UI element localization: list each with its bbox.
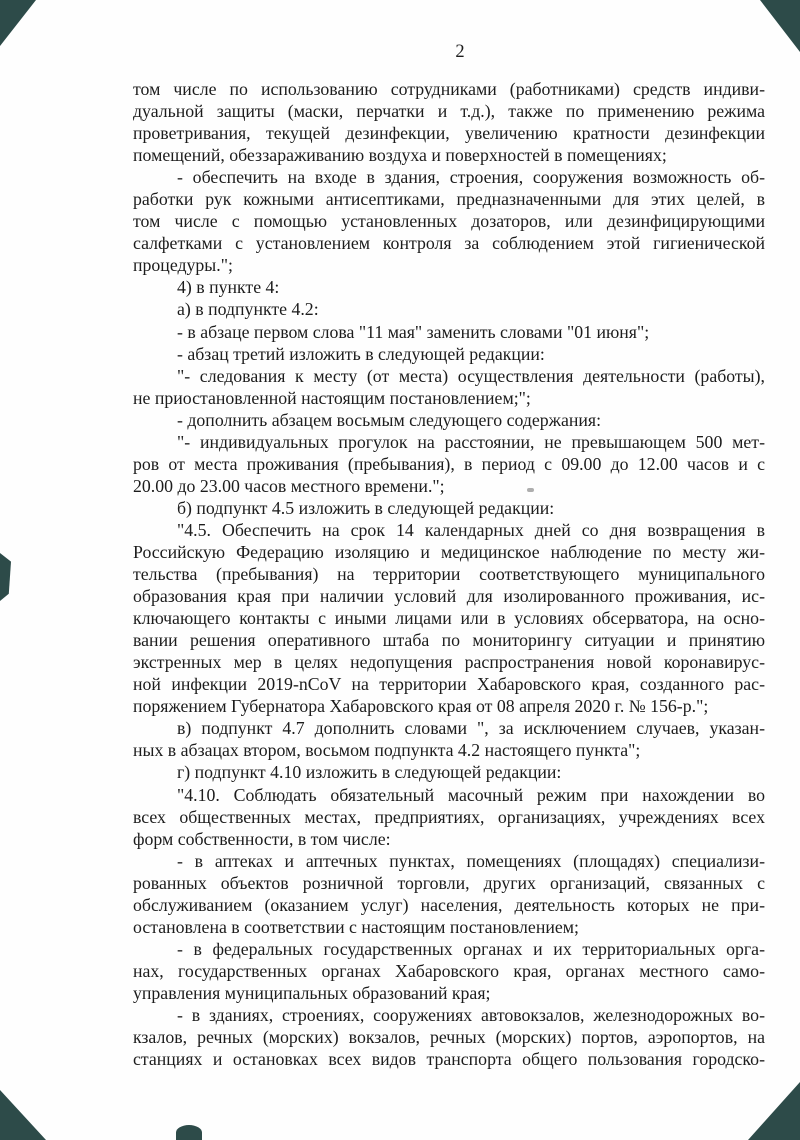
text-line: управления муниципальных образований края; [133,982,491,1003]
text-line: образования края при наличии условий для изолированного проживания, ис- [133,586,765,607]
text-line: дуальной защиты (маски, перчатки и т.д.), также по применению режима [133,101,765,122]
text-line: кзалов, речных (морских) вокзалов, речных (морских) портов, аэропортов, на [133,1027,765,1048]
text-line: экстренных мер в целях недопущения распространения новой коронавирус- [133,652,765,673]
document-text [133,78,765,1070]
text-line: рованных объектов розничной торговли, других организаций, связанных с [133,872,765,893]
text-line: не приостановленной настоящим постановлением;"; [133,387,531,408]
text-line: тельства (пребывания) на территории соответствующего муниципального [133,564,765,585]
text-line: нах, государственных органах Хабаровского края, органах местного само- [133,960,765,981]
text-line: "4.10. Соблюдать обязательный масочный режим при нахождении во [177,784,765,805]
text-line: - обеспечить на входе в здания, строения, сооружения возможность об- [177,167,765,188]
text-line: а) в подпункте 4.2: [177,299,319,320]
text-line: станциях и остановках всех видов транспорта общего пользования городско- [133,1049,765,1070]
text-line: - дополнить абзацем восьмым следующего содержания: [177,409,602,430]
text-line: обслуживанием (оказанием услуг) населения, деятельность которых не при- [133,894,765,915]
text-line: г) подпункт 4.10 изложить в следующей редакции: [177,762,562,783]
scan-edge-artifact-bottom [176,1125,202,1140]
text-line: в) подпункт 4.7 дополнить словами ", за исключением случаев, указан- [177,718,765,739]
text-line: ров от места проживания (пребывания), в период с 09.00 до 12.00 часов и с [133,453,765,474]
scan-edge-artifact-left [0,553,11,601]
scan-corner-artifact-bottom-right [748,1082,800,1140]
text-line: процедуры."; [133,255,233,276]
page-number: 2 [455,42,465,62]
text-line: ной инфекции 2019-nCoV на территории Хабаровского края, созданного рас- [133,674,765,695]
text-line: "- следования к месту (от места) осуществления деятельности (работы), [177,365,765,386]
text-line: Российскую Федерацию изоляцию и медицинское наблюдение по месту жи- [133,541,765,562]
text-line: том числе по использованию сотрудниками (работниками) средств индиви- [133,79,765,99]
scan-corner-artifact-top-left [0,0,36,46]
text-line: - в федеральных государственных органах и их территориальных орга- [177,938,765,959]
text-line: том числе с помощью установленных дозаторов, или дезинфицирующими [133,211,765,232]
text-line: салфетками с установлением контроля за соблюдением этой гигиенической [133,233,765,254]
text-line: - в абзаце первом слова "11 мая" заменить словами "01 июня"; [177,321,650,342]
text-line: работки рук кожными антисептиками, предназначенными для этих целей, в [133,189,765,210]
text-line: всех общественных местах, предприятиях, организациях, учреждениях всех [133,806,765,827]
text-line: б) подпункт 4.5 изложить в следующей редакции: [177,497,555,518]
text-line: 4) в пункте 4: [177,277,280,298]
text-line: ных в абзацах втором, восьмом подпункта 4.2 настоящего пункта"; [133,740,641,761]
text-line: - абзац третий изложить в следующей редакции: [177,343,545,364]
text-line: - в зданиях, строениях, сооружениях автовокзалов, железнодорожных во- [177,1004,765,1025]
text-line: ключающего контакты с иными лицами или в условиях обсерватора, на осно- [133,608,765,629]
text-line: вании решения оперативного штаба по мониторингу ситуации и принятию [133,630,765,651]
text-line: остановлена в соответствии с настоящим постановлением; [133,916,579,937]
text-line: поряжением Губернатора Хабаровского края от 08 апреля 2020 г. № 156-р."; [133,696,709,717]
scan-corner-artifact-bottom-left [0,1090,46,1140]
text-line: "- индивидуальных прогулок на расстоянии, не превышающем 500 мет- [177,431,765,452]
text-line: "4.5. Обеспечить на срок 14 календарных дней со дня возвращения в [177,519,765,540]
text-line: помещений, обеззараживанию воздуха и поверхностей в помещениях; [133,145,667,166]
text-line: - в аптеках и аптечных пунктах, помещениях (площадях) специализи- [177,850,765,871]
text-line: форм собственности, в том числе: [133,828,391,849]
text-line: 20.00 до 23.00 часов местного времени."; [133,475,445,496]
text-line: проветривания, текущей дезинфекции, увеличению кратности дезинфекции [133,123,765,144]
